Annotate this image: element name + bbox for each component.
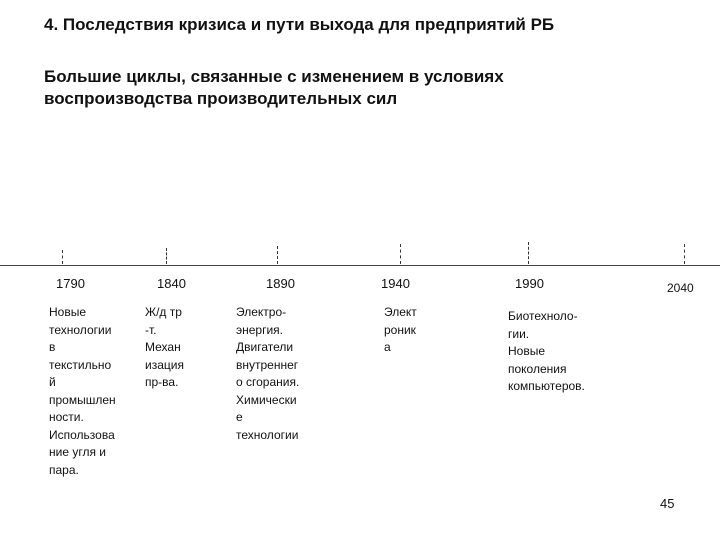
desc-line: изация: [145, 357, 184, 372]
timeline-tick-1840: [166, 248, 167, 264]
subtitle-line: воспроизводства производительных сил: [44, 89, 398, 108]
desc-line: текстильно: [49, 357, 112, 372]
desc-line: промышлен: [49, 392, 116, 407]
timeline-year-1840: 1840: [157, 276, 186, 291]
timeline-tick-1790: [62, 250, 63, 264]
desc-line: пр-ва.: [145, 375, 179, 389]
page-title: 4. Последствия кризиса и пути выхода для предприятий РБ: [44, 15, 555, 34]
desc-line: Биотехноло-: [508, 309, 578, 323]
desc-line: роник: [384, 322, 416, 337]
timeline-tick-1990: [528, 242, 529, 264]
desc-line: Двигатели: [236, 340, 294, 354]
desc-line: компьютеров.: [508, 379, 585, 393]
timeline-desc-1790: [49, 304, 116, 479]
desc-line: -т.: [145, 322, 157, 337]
desc-line: Новые: [508, 344, 546, 358]
desc-line: й: [49, 375, 56, 389]
desc-line: Химически: [236, 392, 297, 407]
desc-line: Механ: [145, 340, 181, 354]
timeline-tick-1890: [277, 246, 278, 264]
desc-line: е: [236, 410, 243, 424]
timeline-year-1790: 1790: [56, 276, 85, 291]
desc-line: ности.: [49, 410, 84, 424]
slide-subtitle: [44, 66, 704, 110]
desc-line: Ж/д тр: [145, 305, 182, 319]
desc-line: Использова: [49, 427, 115, 442]
desc-line: поколения: [508, 361, 567, 376]
desc-line: пара.: [49, 462, 79, 477]
desc-line: о сгорания.: [236, 375, 300, 389]
timeline-tick-1940: [400, 244, 401, 264]
timeline-axis: [0, 265, 720, 266]
timeline-desc-1840: [145, 304, 184, 392]
timeline-desc-1990: [508, 308, 585, 396]
desc-line: энергия.: [236, 322, 284, 337]
desc-line: в: [49, 340, 56, 354]
desc-line: Элект: [384, 305, 417, 319]
timeline-tick-2040: [684, 244, 685, 264]
timeline-year-1990: 1990: [515, 276, 544, 291]
timeline-year-1890: 1890: [266, 276, 295, 291]
desc-line: гии.: [508, 326, 530, 341]
desc-line: а: [384, 340, 391, 354]
subtitle-line: Большие циклы, связанные с изменением в условиях: [44, 67, 504, 86]
timeline-year-1940: 1940: [381, 276, 410, 291]
timeline-year-2040: 2040: [667, 281, 694, 295]
timeline-desc-1890: [236, 304, 299, 444]
desc-line: технологии: [49, 322, 112, 337]
desc-line: технологии: [236, 427, 299, 442]
desc-line: внутреннег: [236, 357, 299, 372]
desc-line: Новые: [49, 305, 87, 319]
page-number: 45: [660, 496, 675, 511]
timeline-desc-1940: [384, 304, 417, 357]
desc-line: Электро-: [236, 305, 287, 319]
desc-line: ние угля и: [49, 445, 106, 459]
